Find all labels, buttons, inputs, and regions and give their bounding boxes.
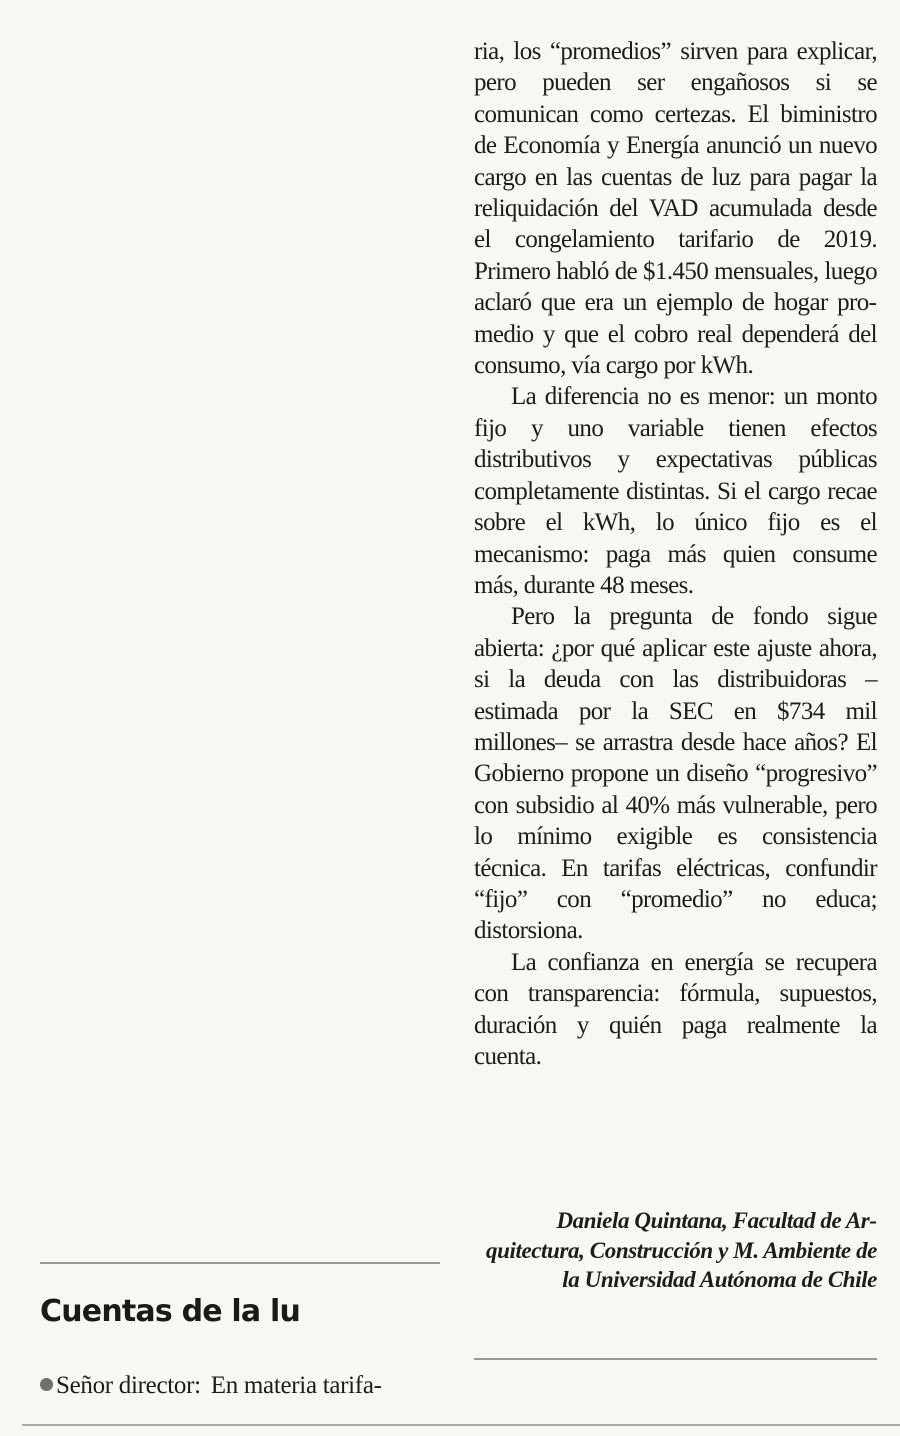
body-paragraph-3: Pero la pregunta de fondo sigue abierta: ¿por qué aplicar este ajuste ahora, si la deuda con las distribuidoras –estimada por la SEC en $734 mil millones– se arrastra desde hace años? El Gobierno propone un diseño “progresivo” con subsidio al 40% más vulnerable, pero lo mínimo exigible es consistencia técnica. En tarifas eléctricas, confundir “fijo” con “promedio” no educa; distorsiona. [474,603,877,945]
author-signature: Daniela Quintana, Facultad de Arquitectura, Construcción y M. Ambiente de la Universidad Autónoma de Chile [485,1208,877,1292]
body-paragraph-2: La diferencia no es menor: un monto fijo y uno variable tienen efectos distributivos y expectativas públicas completamente distintas. Si el cargo recae sobre el kWh, lo único fijo es el mecanismo: paga más quien consume más, durante 48 meses. [474,383,877,599]
section-divider-right [474,1358,877,1360]
body-paragraph-1: ria, los “promedios” sirven para explicar, pero pueden ser engañosos si se comunican como certezas. El biministro de Economía y Energía anunció un nuevo cargo en las cuentas de luz para pagar la reliquidación del VAD acumulada desde el congelamiento tarifario de 2019. Primero habló de $1.450 mensuales, luego aclaró que era un ejemplo de hogar promedio y que el cobro real dependerá del consumo, vía cargo por kWh. [474,38,877,380]
letter-opening [40,1372,382,1400]
body-paragraph-4: La confianza en energía se recupera con transparencia: fórmula, supuestos, duración y quién paga realmente la cuenta. [474,948,877,1070]
section-divider-left [40,1262,440,1264]
letter-opening-text: En materia tarifa- [210,1372,382,1399]
bullet-dot-icon [40,1378,53,1391]
letter-headline: Cuentas de la lu [40,1294,301,1329]
letter-salutation: Señor director: [56,1372,201,1399]
page-bottom-rule [22,1424,900,1426]
letter-body-column [474,36,877,1072]
